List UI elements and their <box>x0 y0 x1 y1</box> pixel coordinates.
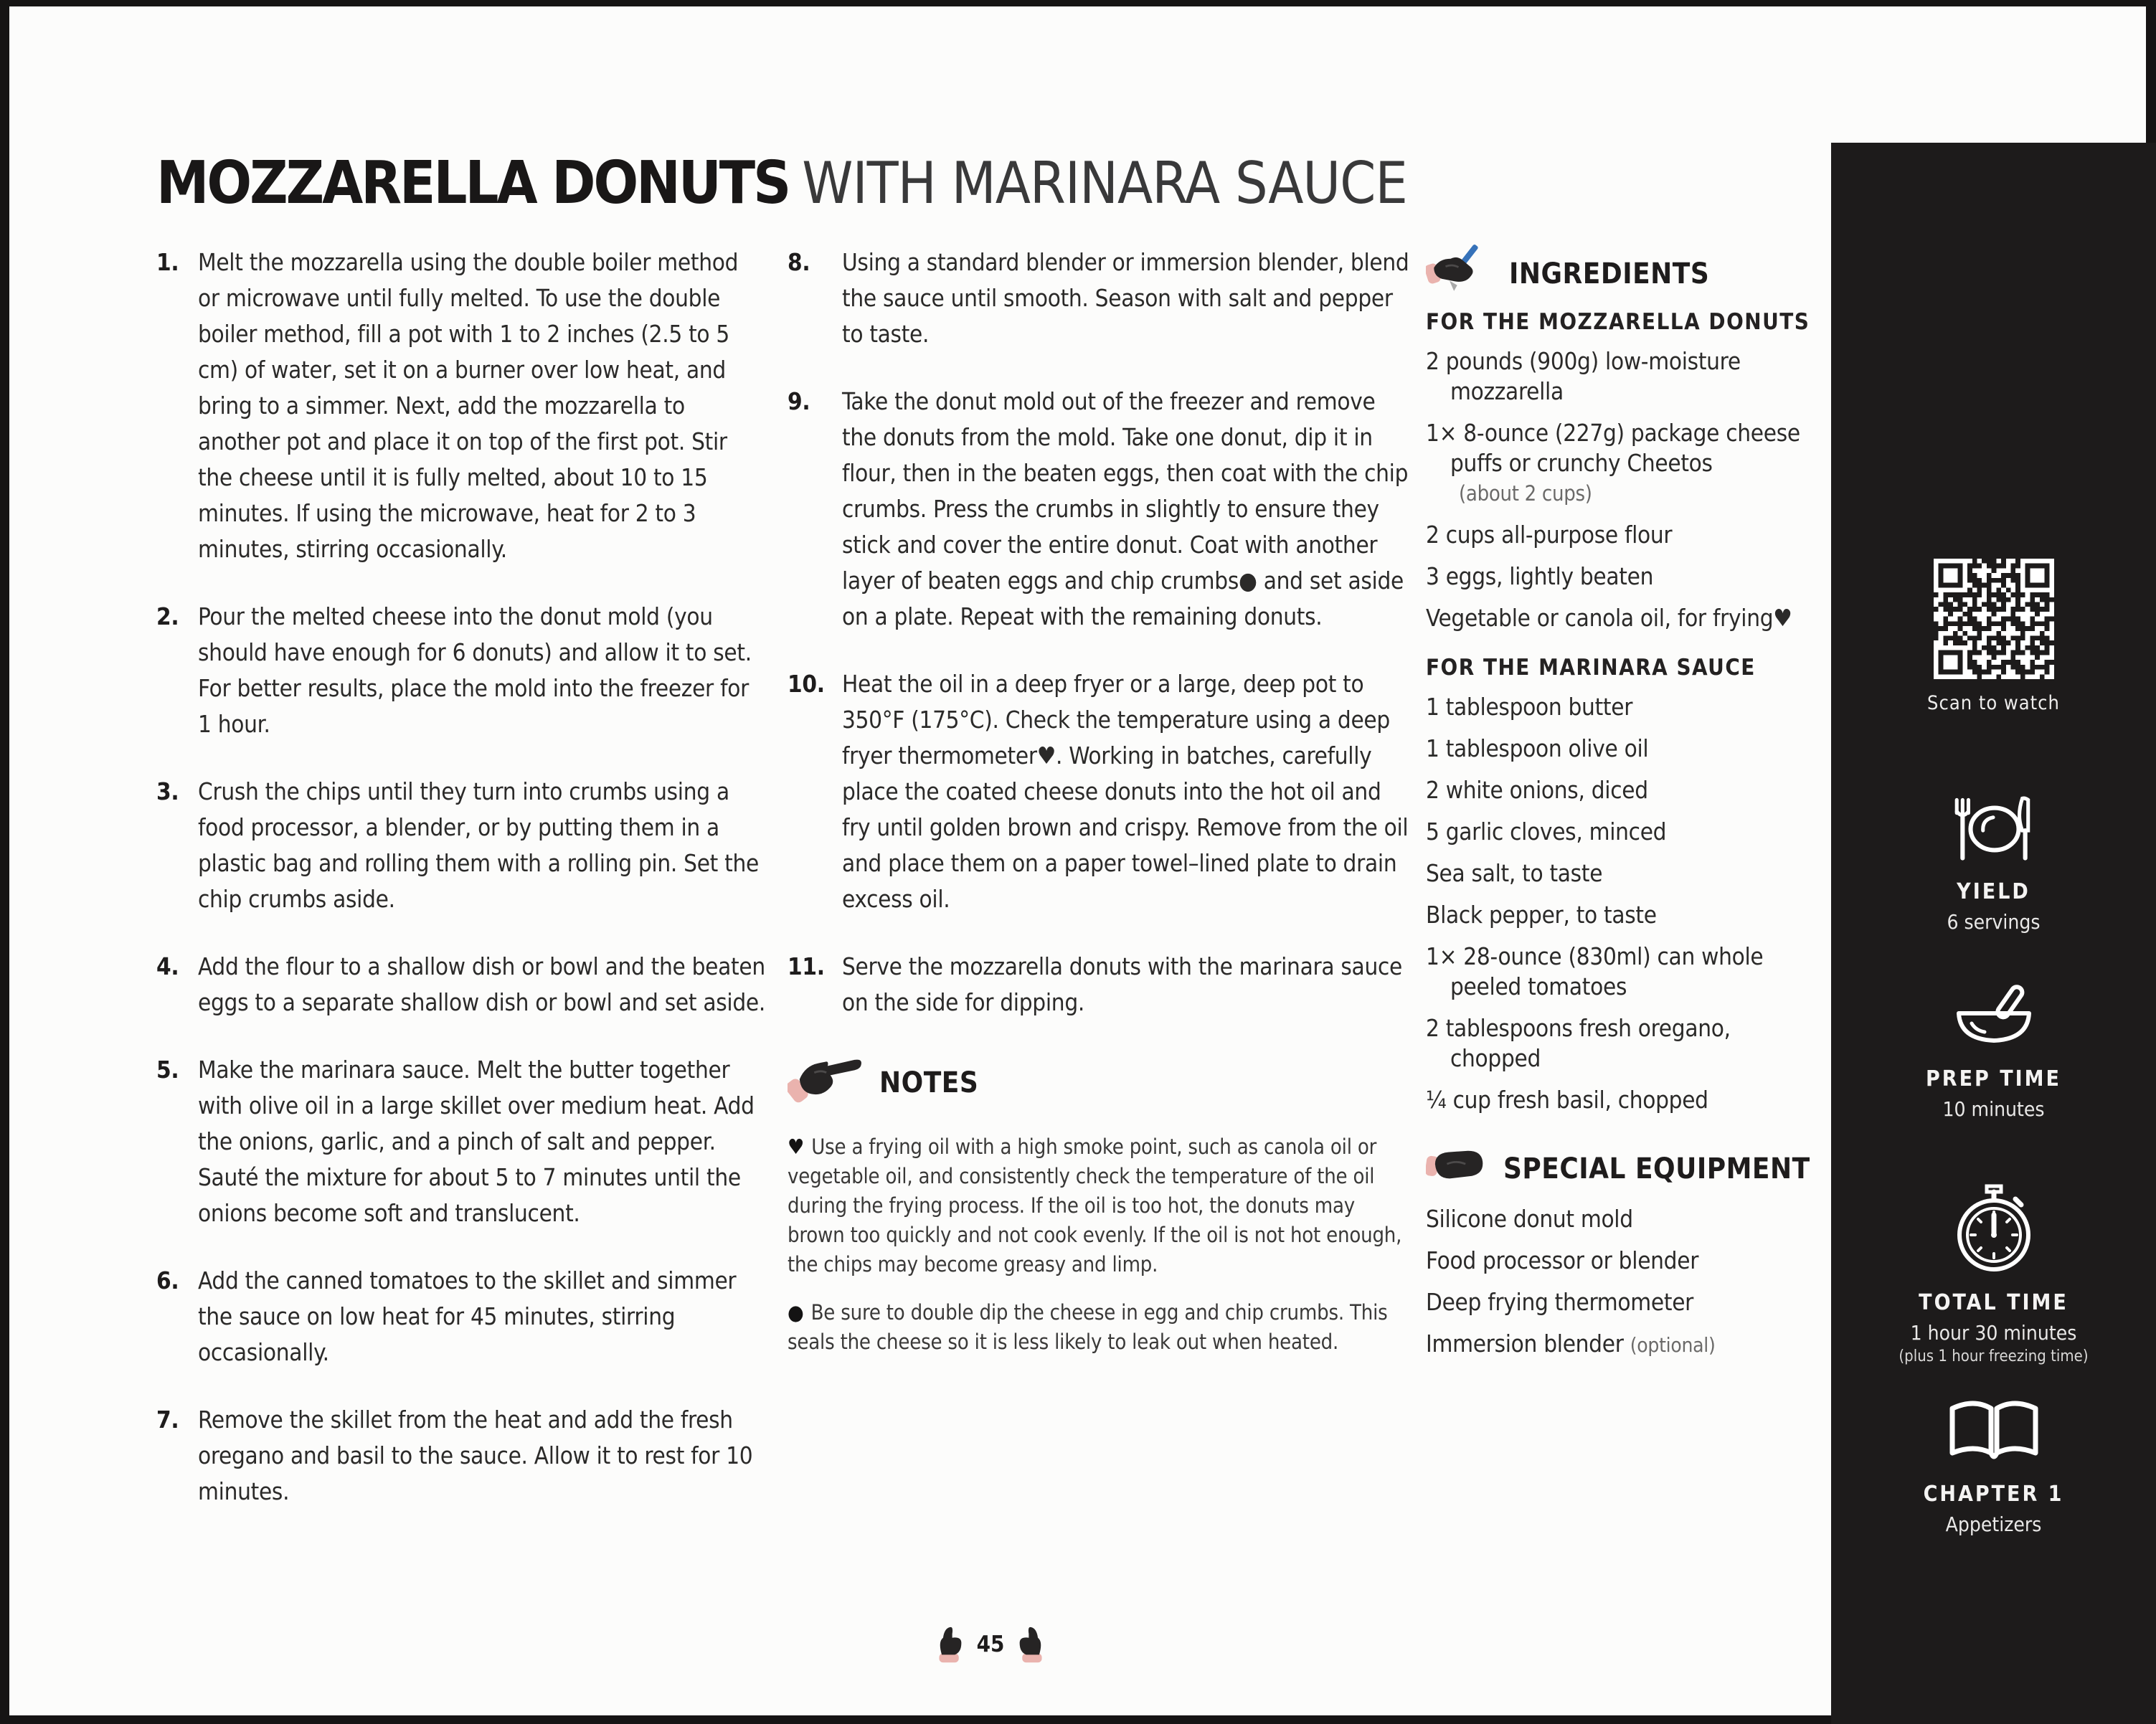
chapter-stat <box>1831 1394 2156 1536</box>
ingredient-item <box>1426 900 1822 930</box>
equipment-text: Silicone donut mold <box>1426 1205 1633 1233</box>
open-book-icon <box>1944 1458 2044 1472</box>
equipment-item <box>1426 1287 1822 1317</box>
ingredient-group-title-donuts: FOR THE MOZZARELLA DONUTS <box>1426 309 1810 335</box>
equipment-item <box>1426 1329 1822 1360</box>
step-number: 4. <box>156 952 179 980</box>
equipment-item <box>1426 1204 1822 1234</box>
equipment-header <box>1426 1144 1822 1194</box>
thumbs-up-icon <box>1017 1621 1046 1667</box>
equipment-item <box>1426 1246 1822 1276</box>
recipe-title-subtitle: WITH MARINARA SAUCE <box>802 150 1407 217</box>
step-text: Crush the chips until they turn into crumbs using a food processor, a blender, or by putting them in a plastic bag and rolling them with a rolling pin. Set the chip crumbs aside. <box>198 777 759 913</box>
recipe-step-4 <box>156 949 766 1020</box>
pointing-hand-icon <box>788 1052 868 1114</box>
step-text: Melt the mozzarella using the double boiler method or microwave until fully melted. To use the double boiler method, fill a pot with 1 to 2 inches (2.5 to 5 cm) of water, set it on a burner over low heat, and bring to a simmer. Next, add the mozzarella to another pot and place it on top of the first pot. Stir the cheese until it is fully melted, about 10 to 15 minutes. If using the microwave, heat for 2 to 3 minutes, stirring occasionally. <box>198 248 739 563</box>
recipe-step-3 <box>156 774 766 917</box>
notes-header-label: NOTES <box>879 1066 979 1099</box>
ingredient-item <box>1426 692 1822 722</box>
ingredient-item <box>1426 603 1822 633</box>
ingredient-item <box>1426 942 1822 1002</box>
fist-icon <box>1426 1144 1492 1194</box>
ingredient-item <box>1426 346 1822 407</box>
ingredient-item <box>1426 775 1822 805</box>
page-title <box>156 147 1828 221</box>
ingredient-text: Sea salt, to taste <box>1426 859 1603 887</box>
ingredient-text: 1 tablespoon olive oil <box>1426 734 1649 762</box>
steps-column-left <box>156 245 766 1541</box>
yield-value: 6 servings <box>1947 910 2041 934</box>
ingredient-text: Vegetable or canola oil, for frying♥ <box>1426 604 1792 632</box>
total-time-stat <box>1831 1183 2156 1365</box>
step-number: 9. <box>788 387 810 415</box>
step-text: Pour the melted cheese into the donut mold (you should have enough for 6 donuts) and allow it to set. For better results, place the mold into the freezer for 1 hour. <box>198 602 752 738</box>
note-text: Use a frying oil with a high smoke point, such as canola oil or vegetable oil, and consistently check the temperature of the oil during the frying process. If the oil is too hot, the donuts may brown too quickly and not cook evenly. If the oil is not hot enough, the chips may become greasy and limp. <box>788 1135 1402 1277</box>
dot-marker-icon: ● <box>788 1300 804 1325</box>
equipment-note: (optional) <box>1630 1333 1716 1357</box>
step-number: 5. <box>156 1056 179 1084</box>
recipe-title-main: MOZZARELLA DONUTS <box>156 149 790 217</box>
ingredient-item <box>1426 1085 1822 1115</box>
step-number: 7. <box>156 1406 179 1434</box>
note-text: Be sure to double dip the cheese in egg and chip crumbs. This seals the cheese so it is less likely to leak out when heated. <box>788 1300 1388 1354</box>
mortar-pestle-icon <box>1947 1043 2041 1056</box>
ingredient-text: 1× 28-ounce (830ml) can whole peeled tomatoes <box>1426 942 1764 1000</box>
total-time-extra: (plus 1 hour freezing time) <box>1899 1348 2089 1365</box>
note-item <box>788 1298 1414 1357</box>
ingredient-item <box>1426 734 1822 764</box>
notes-header <box>788 1052 1414 1114</box>
page-number: 45 <box>976 1631 1005 1657</box>
ingredient-item <box>1426 520 1822 550</box>
recipe-step-5 <box>156 1052 766 1231</box>
recipe-step-1 <box>156 245 766 567</box>
ingredient-text: 5 garlic cloves, minced <box>1426 818 1667 846</box>
step-number: 1. <box>156 248 179 276</box>
ingredient-item <box>1426 1013 1822 1074</box>
ingredient-text: 1× 8-ounce (227g) package cheese puffs or crunchy Cheetos <box>1426 419 1800 477</box>
total-time-value: 1 hour 30 minutes <box>1910 1321 2077 1345</box>
step-number: 6. <box>156 1266 179 1294</box>
recipe-step-8 <box>788 245 1414 352</box>
recipe-step-6 <box>156 1263 766 1370</box>
recipe-step-7 <box>156 1402 766 1510</box>
step-text: Remove the skillet from the heat and add the fresh oregano and basil to the sauce. Allow it to rest for 10 minutes. <box>198 1406 753 1505</box>
step-number: 11. <box>788 952 825 980</box>
ingredient-text: ¼ cup fresh basil, chopped <box>1426 1086 1708 1114</box>
ingredient-item <box>1426 562 1822 592</box>
recipe-step-2 <box>156 599 766 742</box>
qr-code <box>1934 559 2054 679</box>
ingredient-text: 2 pounds (900g) low-moisture mozzarella <box>1426 347 1741 405</box>
equipment-header-label: SPECIAL EQUIPMENT <box>1503 1152 1810 1185</box>
step-text: Make the marinara sauce. Melt the butter together with olive oil in a large skillet over medium heat. Add the onions, garlic, and a pinch of salt and pepper. Sauté the mixture for about 5 to 7 minutes until the onions become soft and translucent. <box>198 1056 755 1227</box>
notes-section <box>788 1052 1414 1357</box>
chapter-label: CHAPTER 1 <box>1923 1482 2064 1507</box>
prep-time-stat <box>1831 982 2156 1121</box>
step-text: Add the flour to a shallow dish or bowl and the beaten eggs to a separate shallow dish or bowl and set aside. <box>198 952 765 1016</box>
hand-with-pencil-icon <box>1426 245 1498 303</box>
heart-marker-icon: ♥ <box>788 1135 805 1159</box>
ingredient-item <box>1426 858 1822 889</box>
recipe-step-10 <box>788 666 1414 917</box>
step-text: Using a standard blender or immersion blender, blend the sauce until smooth. Season with salt and pepper to taste. <box>842 248 1409 348</box>
step-text: Take the donut mold out of the freezer and remove the donuts from the mold. Take one donut, dip it in flour, then in the beaten eggs, then coat with the chip crumbs. Press the crumbs in slightly to ensure they stick and cover the entire donut. Coat with another layer of beaten eggs and chip crumbs● and set aside on a plate. Repeat with the remaining donuts. <box>842 387 1409 630</box>
thumbs-up-icon <box>935 1621 964 1667</box>
page-background <box>9 6 2146 1715</box>
steps-column-middle <box>788 245 1414 1357</box>
ingredient-text: 2 cups all-purpose flour <box>1426 521 1673 549</box>
stopwatch-icon <box>1951 1266 2037 1280</box>
note-item <box>788 1132 1414 1279</box>
recipe-step-9 <box>788 384 1414 635</box>
ingredient-text: 1 tablespoon butter <box>1426 693 1633 721</box>
ingredient-text: 2 tablespoons fresh oregano, chopped <box>1426 1014 1731 1072</box>
step-text: Add the canned tomatoes to the skillet and simmer the sauce on low heat for 45 minutes, stirring occasionally. <box>198 1266 737 1366</box>
ingredients-header-label: INGREDIENTS <box>1509 257 1710 290</box>
yield-stat <box>1831 792 2156 934</box>
ingredients-header <box>1426 245 1822 303</box>
step-number: 10. <box>788 670 825 698</box>
plate-fork-knife-icon <box>1947 856 2041 869</box>
ingredient-text: 2 white onions, diced <box>1426 776 1648 804</box>
prep-time-value: 10 minutes <box>1942 1097 2045 1121</box>
step-number: 3. <box>156 777 179 805</box>
scan-to-watch-label: Scan to watch <box>1927 692 2060 714</box>
step-number: 2. <box>156 602 179 630</box>
total-time-label: TOTAL TIME <box>1919 1290 2068 1315</box>
equipment-text: Deep frying thermometer <box>1426 1288 1694 1316</box>
yield-label: YIELD <box>1957 879 2030 904</box>
ingredient-item <box>1426 817 1822 847</box>
prep-time-label: PREP TIME <box>1926 1066 2061 1091</box>
ingredient-item <box>1426 418 1822 508</box>
step-text: Heat the oil in a deep fryer or a large, deep pot to 350°F (175°C). Check the temperature using a deep fryer thermometer♥. Working in batches, carefully place the coated cheese donuts into the hot oil and fry until golden brown and crispy. Remove from the oil and place them on a paper towel–lined plate to drain excess oil. <box>842 670 1409 913</box>
ingredient-text: 3 eggs, lightly beaten <box>1426 562 1654 590</box>
qr-block <box>1831 559 2156 714</box>
page-footer <box>919 1621 1062 1667</box>
step-number: 8. <box>788 248 810 276</box>
ingredient-group-title-marinara: FOR THE MARINARA SAUCE <box>1426 655 1756 681</box>
chapter-value: Appetizers <box>1945 1512 2042 1536</box>
equipment-text: Immersion blender <box>1426 1330 1630 1358</box>
step-text: Serve the mozzarella donuts with the marinara sauce on the side for dipping. <box>842 952 1402 1016</box>
info-sidebar <box>1831 143 2156 1724</box>
recipe-step-11 <box>788 949 1414 1020</box>
ingredient-text: Black pepper, to taste <box>1426 901 1657 929</box>
equipment-text: Food processor or blender <box>1426 1246 1699 1274</box>
ingredient-note: (about 2 cups) <box>1459 481 1592 506</box>
ingredients-column <box>1426 245 1822 1372</box>
